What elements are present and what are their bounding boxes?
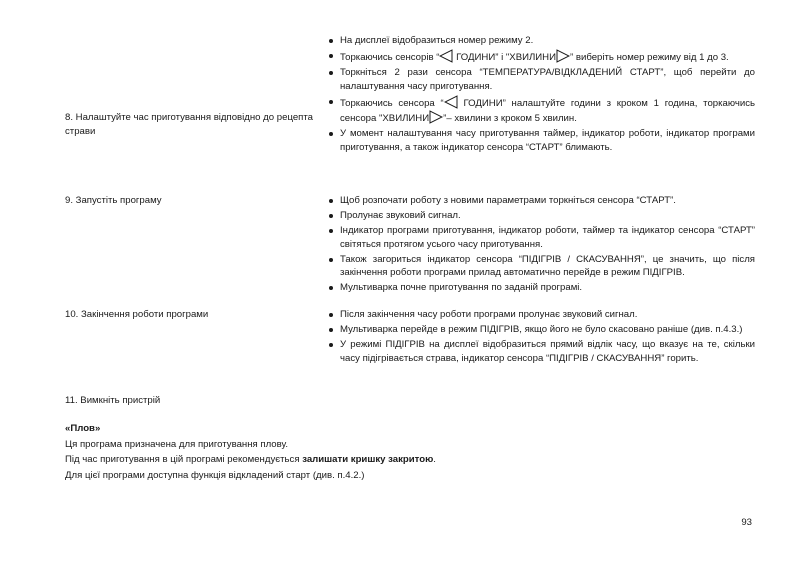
- plov-delayed-start: Для цієї програми доступна функція відкладений старт (див. п.4.2.): [65, 469, 365, 481]
- triangle-left-icon: [444, 95, 458, 109]
- step-11-label: 11. Вимкніть пристрій: [65, 395, 161, 406]
- plov-recommendation-text: Під час приготування в цій програмі рекомендується: [65, 454, 303, 465]
- step-8-label: 8. Налаштуйте час приготування відповідно до рецепта страви: [65, 112, 313, 137]
- list-item: На дисплеї відобразиться номер режиму 2.: [329, 34, 755, 48]
- plov-title: «Плов»: [65, 423, 101, 434]
- plov-recommendation-end: .: [433, 454, 436, 465]
- triangle-right-icon: [556, 49, 570, 63]
- triangle-left-icon: [439, 49, 453, 63]
- bullet-text: Торкаючись сенсорів “: [340, 52, 440, 63]
- bullet-text: ГОДИНИ” налаштуйте години з кроком 1 година, торкаючись сенсора "ХВИЛИНИ: [340, 97, 756, 124]
- list-item: Щоб розпочати роботу з новими параметрами торкніться сенсора “СТАРТ”.: [329, 194, 755, 208]
- plov-description: Ця програма призначена для приготування плову.: [65, 438, 288, 450]
- step-10-bullets: [329, 308, 755, 367]
- page-number: 93: [741, 517, 752, 528]
- step-9-bullets: [329, 194, 755, 296]
- triangle-right-icon: [429, 110, 443, 124]
- bullet-text: ГОДИНИ” і "ХВИЛИНИ: [453, 52, 556, 63]
- plov-section: [65, 422, 755, 482]
- list-item: У момент налаштування часу приготування таймер, індикатор роботи, індикатор програми приготування, а також індикатор сенсора “СТАРТ” блимають.: [329, 127, 755, 154]
- bullet-text: ”– хвилини з кроком 5 хвилин.: [443, 113, 577, 124]
- list-item: [329, 49, 755, 65]
- list-item: Після закінчення часу роботи програми пролунає звуковий сигнал.: [329, 308, 755, 322]
- list-item: [329, 95, 755, 126]
- list-item: Торкніться 2 рази сенсора “ТЕМПЕРАТУРА/ВІДКЛАДЕНИЙ СТАРТ”, щоб перейти до налаштування часу приготування.: [329, 66, 755, 93]
- list-item: Також загориться індикатор сенсора “ПІДІГРІВ / СКАСУВАННЯ”, це значить, що після закінчення роботи програми прилад автоматично перейде в режим ПІДІГРІВ.: [329, 253, 755, 280]
- bullet-text: Торкаючись сенсора “: [340, 97, 444, 109]
- step-8-bullets: [329, 34, 755, 156]
- step-9-label: 9. Запустіть програму: [65, 195, 162, 206]
- list-item: Мультиварка перейде в режим ПІДІГРІВ, якщо його не було скасовано раніше (див. п.4.3.): [329, 323, 755, 337]
- list-item: Індикатор програми приготування, індикатор роботи, таймер та індикатор сенсора “СТАРТ” світяться протягом усього часу приготування.: [329, 224, 755, 251]
- list-item: Пролунає звуковий сигнал.: [329, 209, 755, 223]
- plov-recommendation: [65, 453, 755, 467]
- list-item: Мультиварка почне приготування по заданій програмі.: [329, 281, 755, 295]
- plov-recommendation-bold: залишати кришку закритою: [302, 454, 434, 465]
- bullet-text: ” виберіть номер режиму від 1 до 3.: [570, 52, 729, 63]
- list-item: У режимі ПІДІГРІВ на дисплеї відобразиться прямий відлік часу, що вказує на те, скільки часу підігрівається страва, індикатор сенсора “ПІДІГРІВ / СКАСУВАННЯ” горить.: [329, 338, 755, 365]
- step-10-label: 10. Закінчення роботи програми: [65, 309, 209, 320]
